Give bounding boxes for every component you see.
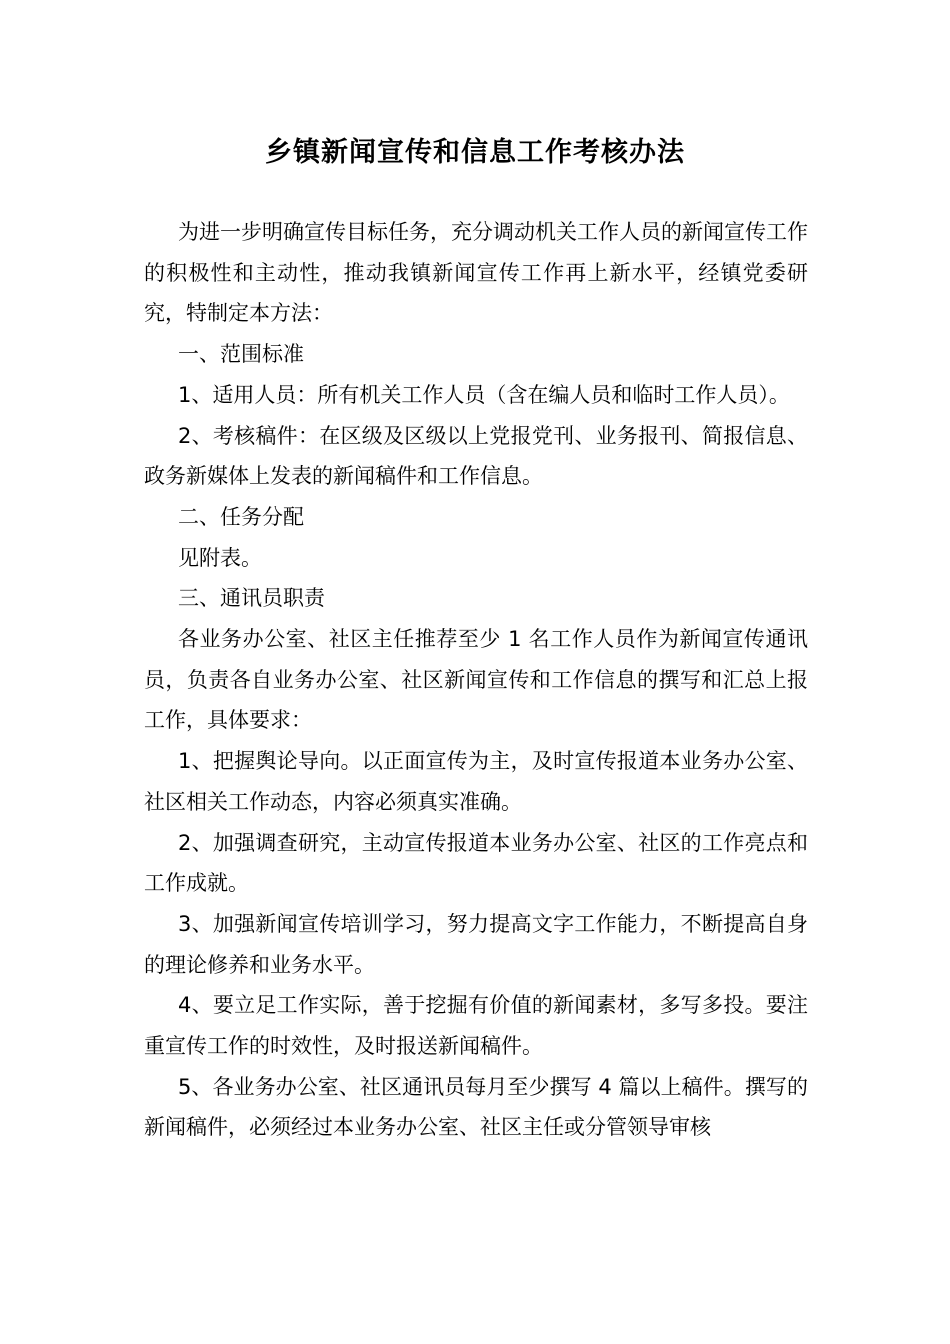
paragraph-assessed-manuscripts: 2、考核稿件：在区级及区级以上党报党刊、业务报刊、简报信息、政务新媒体上发表的新闻稿件和工作信息。 (144, 423, 808, 489)
heading-correspondent-duties: 三、通讯员职责 (178, 586, 325, 611)
paragraph-duty-5: 5、各业务办公室、社区通讯员每月至少撰写 4 篇以上稿件。撰写的新闻稿件，必须经过本业务办公室、社区主任或分管领导审核 (144, 1074, 808, 1140)
paragraph-duty-3: 3、加强新闻宣传培训学习，努力提高文字工作能力，不断提高自身的理论修养和业务水平。 (144, 911, 808, 977)
paragraph-intro: 为进一步明确宣传目标任务，充分调动机关工作人员的新闻宣传工作的积极性和主动性，推动我镇新闻宣传工作再上新水平，经镇党委研究，特制定本方法： (144, 220, 808, 326)
paragraph-applicable-personnel: 1、适用人员：所有机关工作人员（含在编人员和临时工作人员）。 (178, 382, 790, 407)
paragraph-duty-2: 2、加强调查研究，主动宣传报道本业务办公室、社区的工作亮点和工作成就。 (144, 830, 808, 896)
paragraph-see-attachment: 见附表。 (178, 545, 262, 570)
paragraph-duty-1: 1、把握舆论导向。以正面宣传为主，及时宣传报道本业务办公室、社区相关工作动态，内容必须真实准确。 (144, 749, 808, 814)
heading-scope-standard: 一、范围标准 (178, 342, 304, 367)
paragraph-correspondent-intro: 各业务办公室、社区主任推荐至少 1 名工作人员作为新闻宣传通讯员，负责各自业务办公室、社区新闻宣传和工作信息的撰写和汇总上报工作，具体要求： (144, 627, 808, 733)
document-title: 乡镇新闻宣传和信息工作考核办法 (265, 137, 685, 168)
document-body (144, 212, 808, 1148)
paragraph-duty-4: 4、要立足工作实际，善于挖掘有价值的新闻素材，多写多投。要注重宣传工作的时效性，及时报送新闻稿件。 (144, 993, 808, 1059)
heading-task-allocation: 二、任务分配 (178, 504, 304, 529)
